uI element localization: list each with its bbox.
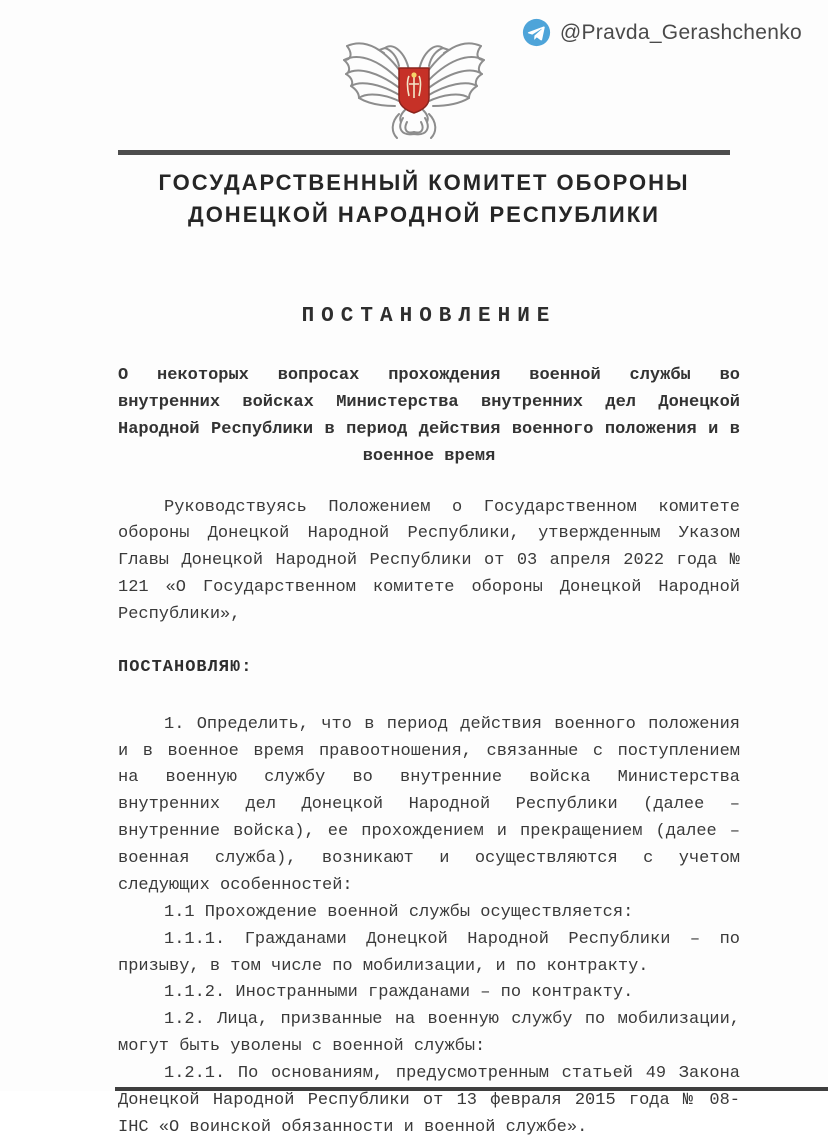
- org-name-line2: ДОНЕЦКОЙ НАРОДНОЙ РЕСПУБЛИКИ: [188, 201, 660, 227]
- clause-1-1-2: 1.1.2. Иностранными гражданами – по контракту.: [164, 983, 634, 1003]
- preamble-paragraph: Руководствуясь Положением о Государственном комитете обороны Донецкой Народной Республики, утвержденным Указом Главы Донецкой Народной Республики от 03 апреля 2022 года № 121 «О Государственном комитете обороны Донецкой Народной Республики»,: [118, 497, 740, 625]
- org-name-line1: ГОСУДАРСТВЕННЫЙ КОМИТЕТ ОБОРОНЫ: [158, 170, 690, 195]
- clause-1-2: 1.2. Лица, призванные на военную службу по мобилизации, могут быть уволены с военной службы:: [118, 1010, 740, 1057]
- clause-1-2-1: 1.2.1. По основаниям, предусмотренным статьей 49 Закона Донецкой Народной Республики от 13 февраля 2015 года № 08-IHC «О воинской обязанности и военной службе».: [118, 1063, 740, 1137]
- double-headed-eagle-icon: [339, 26, 489, 146]
- document-subject: О некоторых вопросах прохождения военной службы во внутренних войсках Министерства внутренних дел Донецкой Народной Республики в период действия военного положения и в военное время: [118, 366, 740, 466]
- watermark-handle: @Pravda_Gerashchenko: [559, 20, 802, 44]
- clause-1-1: 1.1 Прохождение военной службы осуществляется:: [164, 902, 634, 922]
- coat-of-arms: [0, 26, 828, 146]
- page-bottom-edge: [115, 1087, 828, 1091]
- letterhead: [118, 150, 730, 231]
- clauses: [118, 712, 740, 1142]
- document-title: ПОСТАНОВЛЕНИЕ: [301, 305, 557, 328]
- clause-1-1-1: 1.1.1. Гражданами Донецкой Народной Республики – по призыву, в том числе по мобилизации, и по контракту.: [118, 929, 740, 976]
- resolution-word: ПОСТАНОВЛЯЮ:: [118, 657, 253, 677]
- document-body: [118, 300, 740, 1142]
- clause-1: 1. Определить, что в период действия военного положения и в военное время правоотношения, связанные с поступлением на военную службу во внутренние войска Министерства внутренних дел Донецкой Народной Республики (далее – внутренние войска), ее прохождением и прекращением (далее – военная служба), возникают и осуществляются с учетом следующих особенностей:: [118, 714, 740, 895]
- double-rule: [118, 150, 730, 155]
